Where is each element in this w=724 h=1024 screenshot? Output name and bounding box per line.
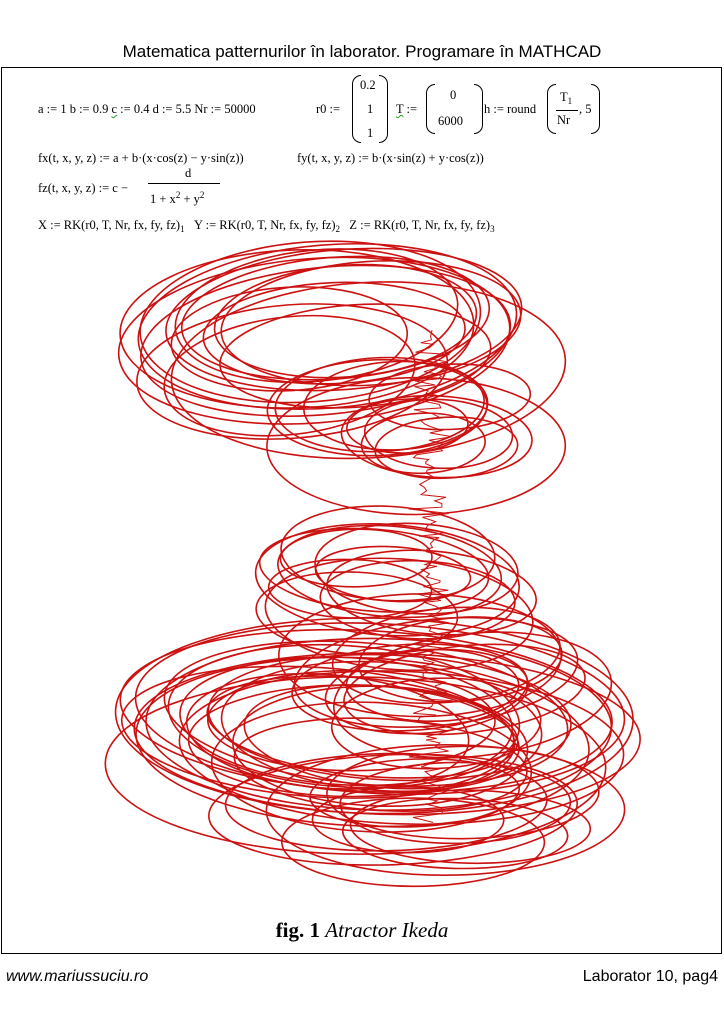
fx-definition: fx(t, x, y, z) := a + b·(x·cos(z) − y·sin(z)) <box>38 151 244 165</box>
fy-definition: fy(t, x, y, z) := b·(x·sin(z) + y·cos(z)) <box>297 151 484 165</box>
x-sub: 1 <box>180 224 185 234</box>
attractor-loop-2 <box>216 295 494 416</box>
r0-value-0: 0.2 <box>360 78 376 92</box>
attractor-loop-38 <box>131 612 628 806</box>
fz-lhs: fz(t, x, y, z) := c − <box>38 181 128 195</box>
attractor-loop-15 <box>167 272 571 469</box>
page-header: Matematica patternurilor în laborator. Programare în MATHCAD <box>122 42 602 61</box>
footer-website[interactable]: www.mariussuciu.ro <box>6 968 149 985</box>
footer-page-number: Laborator 10, pag4 <box>582 968 718 985</box>
fz-den-a: 1 + x <box>150 192 176 206</box>
figure-caption <box>0 918 724 943</box>
y-def: Y := RK(r0, T, Nr, fx, fy, fz) <box>193 218 336 232</box>
param-c-value: := 0.4 <box>117 102 150 116</box>
t-value-1: 6000 <box>438 114 463 128</box>
h-digits: , 5 <box>579 102 592 116</box>
h-denominator: Nr <box>557 113 571 127</box>
param-c-name: c <box>111 102 118 116</box>
r0-value-2: 1 <box>367 126 374 140</box>
caption-number: fig. 1 <box>275 918 321 942</box>
fz-den-sup1: 2 <box>175 190 181 200</box>
t-assign: := <box>403 102 418 116</box>
t-value-0: 0 <box>450 88 457 102</box>
r0-label: r0 := <box>316 102 341 116</box>
caption-text: Atractor Ikeda <box>325 918 449 942</box>
param-b: b := 0.9 <box>69 102 109 116</box>
param-d: d := 5.5 <box>152 102 192 116</box>
r0-value-1: 1 <box>367 102 374 116</box>
h-num-sub: 1 <box>567 96 573 106</box>
h-num-t: T <box>560 90 568 104</box>
z-sub: 3 <box>490 224 495 234</box>
param-nr: Nr := 50000 <box>194 102 256 116</box>
fz-numerator: d <box>185 166 192 180</box>
attractor-loop-26 <box>268 558 432 620</box>
h-label: h := round <box>484 102 537 116</box>
z-def: Z := RK(r0, T, Nr, fx, fy, fz) <box>349 218 491 232</box>
fz-den-sup2: 2 <box>199 190 205 200</box>
attractor-loops <box>105 229 642 886</box>
x-def: X := RK(r0, T, Nr, fx, fy, fz) <box>38 218 181 232</box>
fz-den-b: + y <box>180 192 200 206</box>
attractor-loop-32 <box>279 501 498 606</box>
y-sub: 2 <box>335 224 341 234</box>
param-a: a := 1 <box>38 102 67 116</box>
t-label: T <box>396 102 404 116</box>
